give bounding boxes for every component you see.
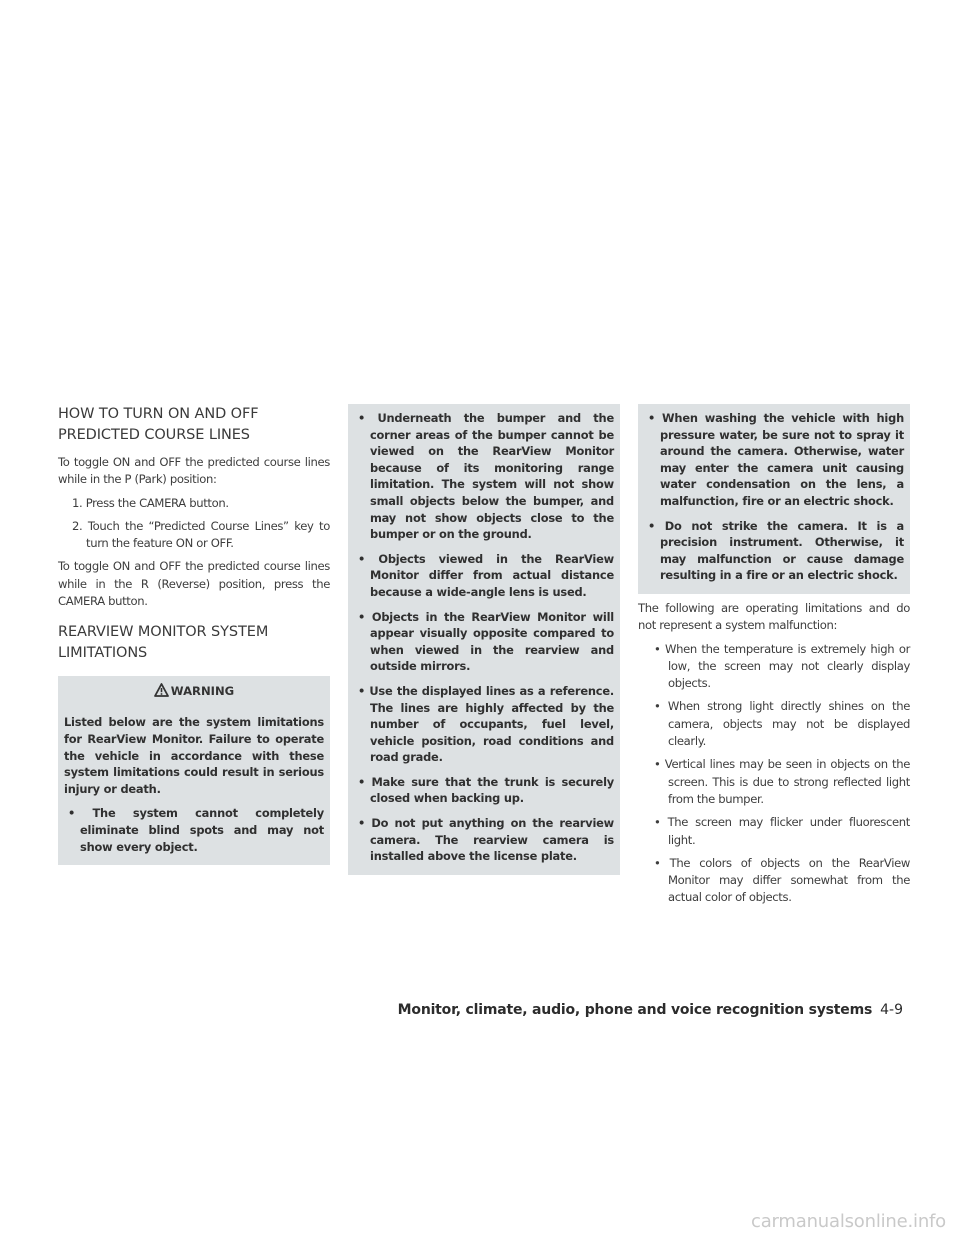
right-column [638, 404, 910, 913]
warning-triangle-icon [154, 683, 169, 702]
warning-list-part-2 [354, 410, 614, 865]
warning-item: • Make sure that the trunk is securely closed when backing up. [358, 774, 614, 806]
warning-item: • The system cannot completely eliminate blind spots and may not show every object. [68, 806, 324, 854]
limitation-item: • When the temperature is extremely high or low, the screen may not clearly display objects. [654, 641, 910, 691]
steps-list [58, 495, 330, 553]
limitations-intro: The following are operating limitations and do not represent a system malfunction: [638, 600, 910, 633]
warning-item: • Objects in the RearView Monitor will appear visually opposite compared to when viewed in the rearview and outside mirrors. [358, 609, 614, 674]
park-intro-paragraph: To toggle ON and OFF the predicted course lines while in the P (Park) position: [58, 455, 330, 487]
heading-line-2: PREDICTED COURSE LINES [58, 427, 250, 443]
limitation-item: • The screen may flicker under fluorescent light. [654, 815, 910, 847]
warning-intro: Listed below are the system limitations for RearView Monitor. Failure to operate the vehicle in accordance with these system limitations could result in serious injury or death. [64, 715, 324, 796]
warning-box-part-2 [348, 404, 620, 875]
warning-list-part-3 [644, 410, 904, 584]
warning-item: • Objects viewed in the RearView Monitor differ from actual distance because a wide-angle lens is used. [358, 551, 614, 599]
warning-box-part-1 [58, 676, 330, 865]
heading-predicted-course-lines [58, 404, 330, 446]
page-footer [398, 1002, 903, 1018]
warning-header [64, 682, 324, 702]
limitation-item: • The colors of objects on the RearView Monitor may differ somewhat from the actual color of objects. [654, 855, 910, 905]
limitations-list [638, 641, 910, 907]
warning-item: • Do not strike the camera. It is a precision instrument. Otherwise, it may malfunction or cause damage resulting in a fire or an electric shock. [648, 518, 904, 583]
warning-item: • Underneath the bumper and the corner areas of the bumper cannot be viewed on the RearView Monitor because of its monitoring range limitation. The system will not show small objects below the bumper, and may not show objects close to the bumper or on the ground. [358, 411, 614, 542]
heading-line-2: LIMITATIONS [58, 645, 148, 662]
warning-title: WARNING [170, 684, 235, 699]
warning-item: • Use the displayed lines as a reference. The lines are highly affected by the number of occupants, fuel level, vehicle position, road conditions and road grade. [358, 683, 614, 765]
warning-item: • When washing the vehicle with high pressure water, be sure not to spray it around the camera. Otherwise, water may enter the camera unit causing water condensation on the lens, a malfunction, fire or an electric shock. [648, 411, 904, 508]
left-column [58, 404, 330, 865]
page-number: 4-9 [880, 1002, 903, 1018]
warning-list-part-1 [64, 805, 324, 855]
heading-rearview-limitations [58, 622, 330, 664]
middle-column [348, 404, 620, 875]
watermark: carmanualsonline.info [751, 1211, 946, 1232]
limitation-item: • Vertical lines may be seen in objects on the screen. This is due to strong reflected light from the bumper. [654, 757, 910, 806]
warning-box-part-3 [638, 404, 910, 594]
limitation-item: • When strong light directly shines on the camera, objects may not be displayed clearly. [654, 699, 910, 749]
heading-line-1: REARVIEW MONITOR SYSTEM [58, 624, 269, 641]
reverse-paragraph: To toggle ON and OFF the predicted course lines while in the R (Reverse) position, press the CAMERA button. [58, 559, 330, 609]
warning-item: • Do not put anything on the rearview camera. The rearview camera is installed above the license plate. [358, 816, 614, 864]
footer-section-title: Monitor, climate, audio, phone and voice recognition systems [397, 1002, 873, 1018]
step-1: 1. Press the CAMERA button. [72, 495, 229, 510]
step-2: 2. Touch the “Predicted Course Lines” key to turn the feature ON or OFF. [72, 518, 330, 551]
heading-line-1: HOW TO TURN ON AND OFF [58, 406, 259, 422]
